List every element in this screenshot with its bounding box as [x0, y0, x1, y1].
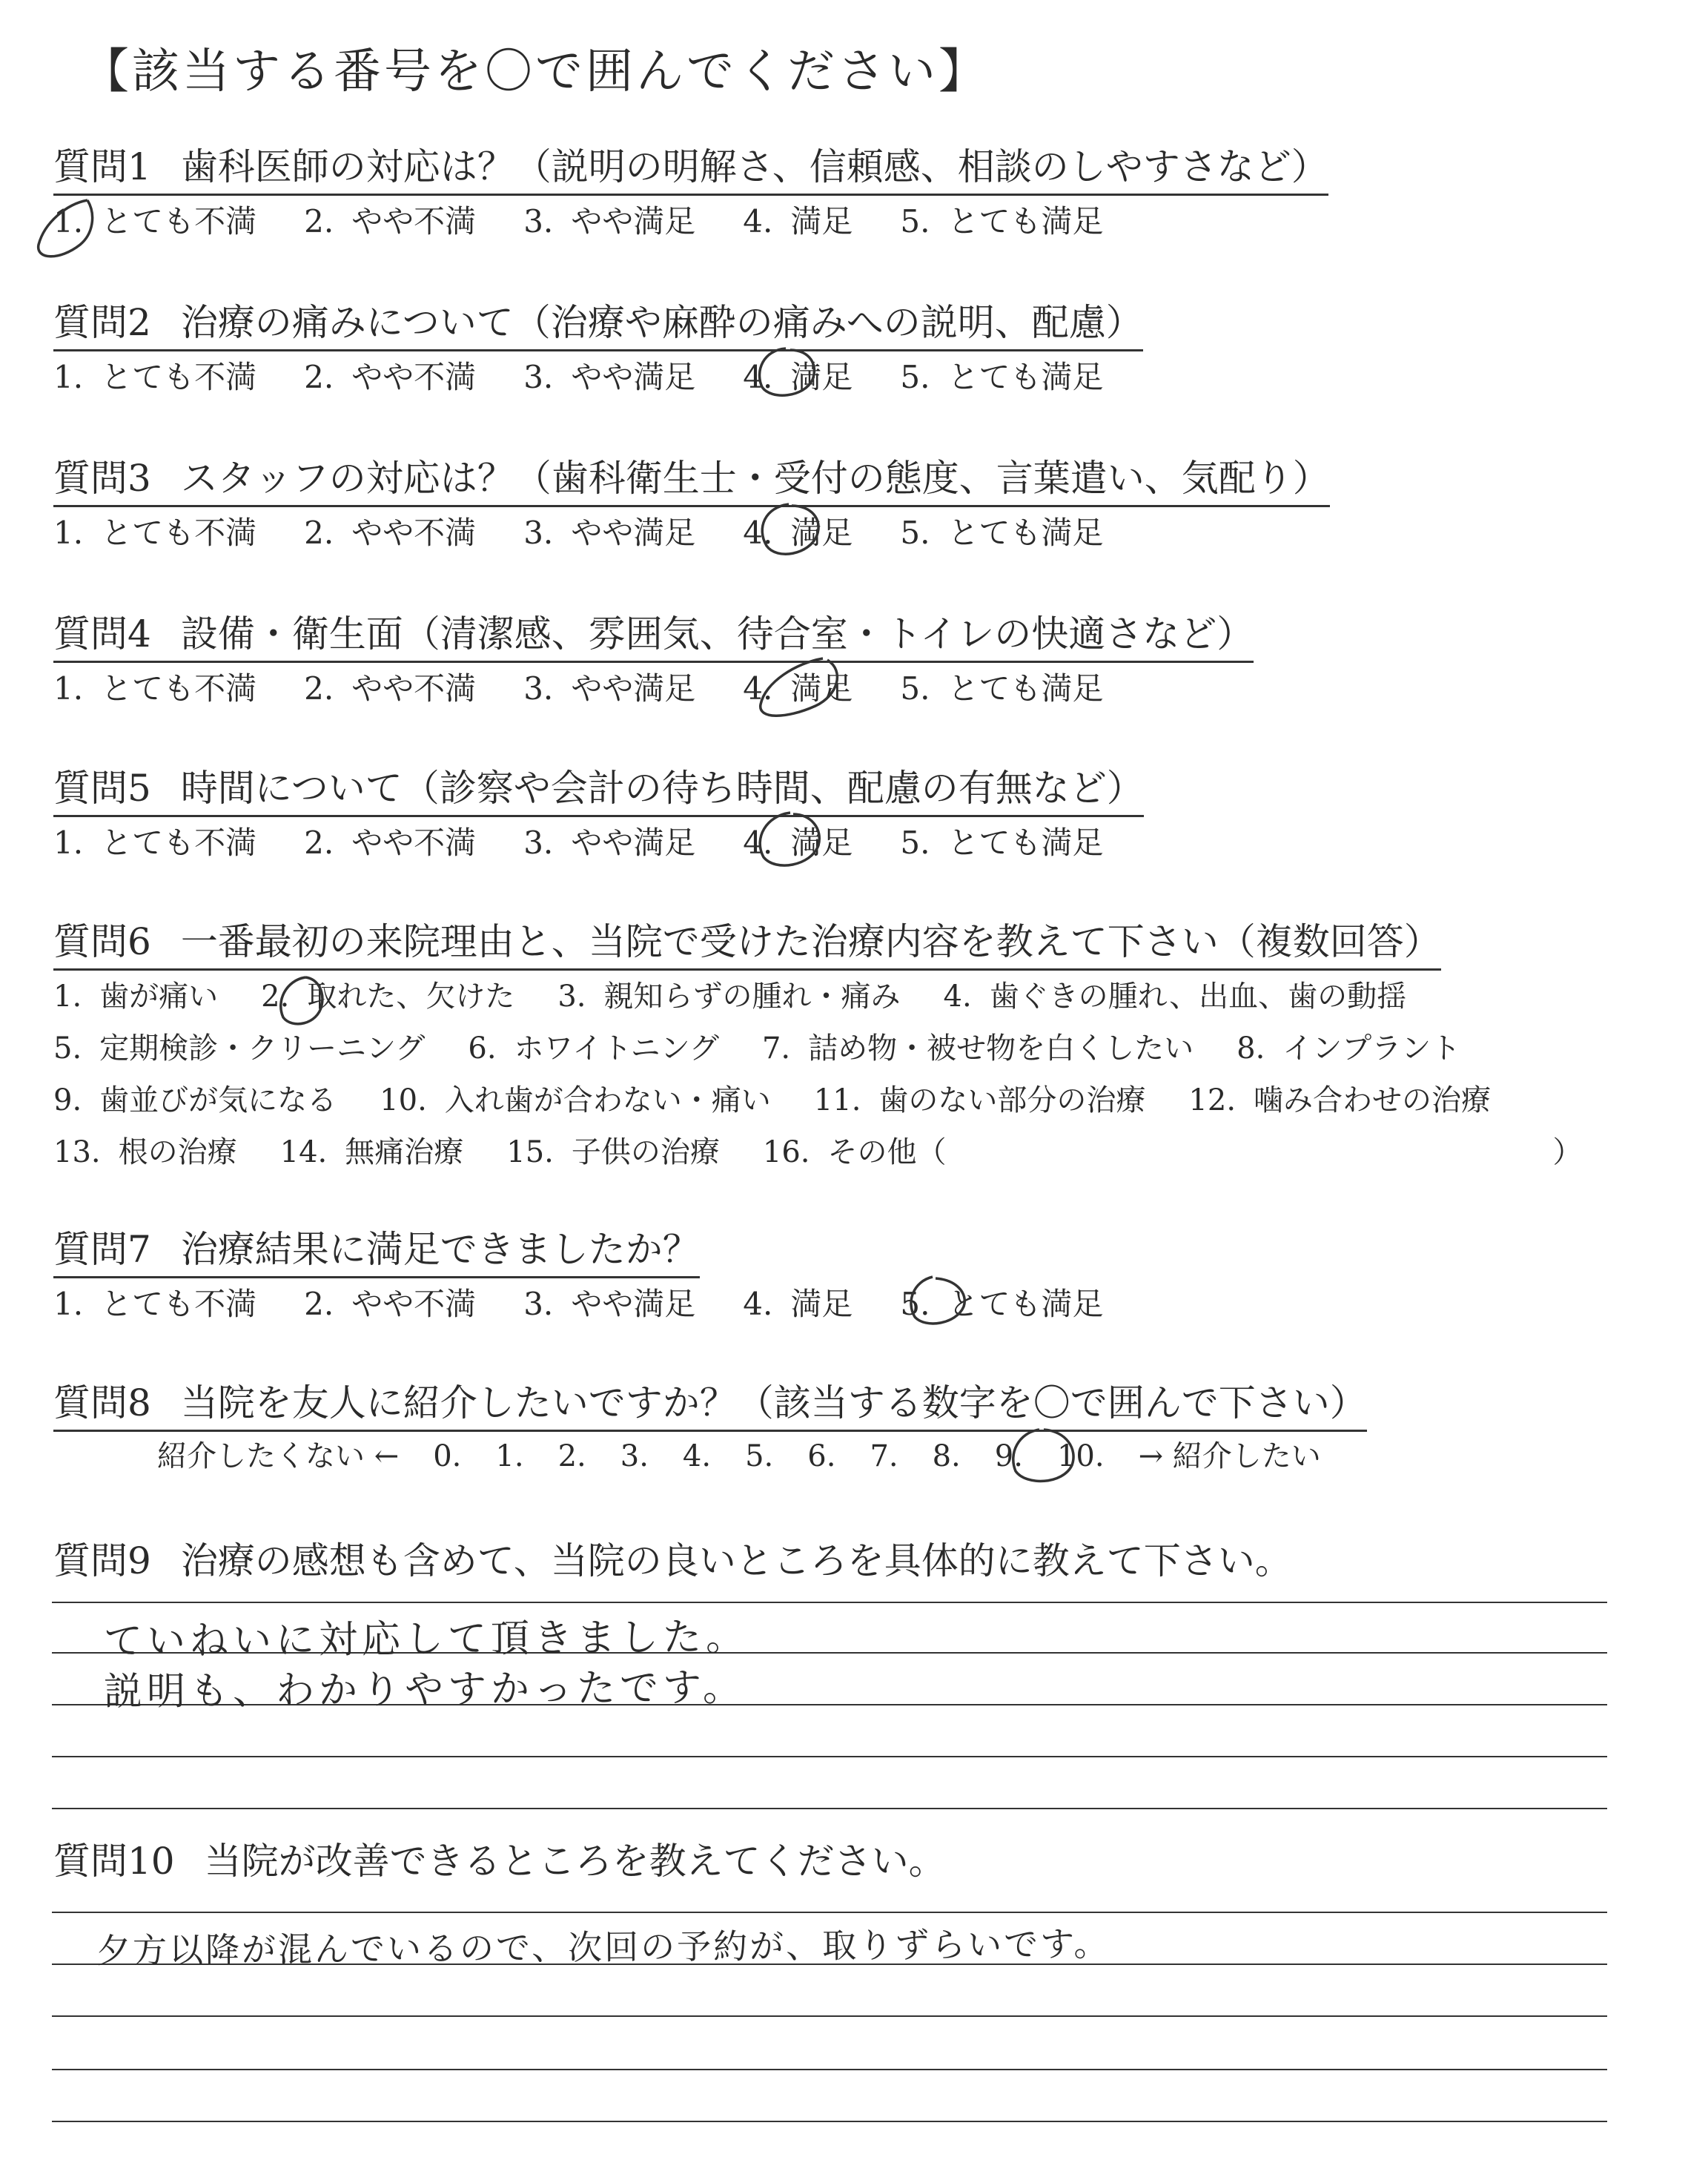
question-2 [53, 300, 1151, 403]
answer-line [52, 2121, 1607, 2122]
question-4-heading: 質問4 設備・衛生面（清潔感、雰囲気、待合室・トイレの快適さなど） [53, 612, 1254, 663]
scale-8[interactable]: 8. [932, 1439, 961, 1473]
scale-right-label: → 紹介したい [1138, 1439, 1321, 1473]
q10-handwritten-line-1: 夕方以降が混んでいるので、次回の予約が、取りずらいです。 [96, 1923, 1110, 1971]
option-12[interactable]: 12. 噛み合わせの治療 [1188, 1083, 1492, 1117]
scale-0[interactable]: 0. [433, 1439, 462, 1473]
option-5[interactable]: 5. とても満足 [900, 203, 1104, 240]
question-5-options [53, 817, 1151, 869]
option-9[interactable]: 9. 歯並びが気になる [53, 1083, 337, 1117]
question-10-heading: 質問10 当院が改善できるところを教えてください。 [53, 1840, 946, 1883]
question-6-heading: 質問6 一番最初の来院理由と、当院で受けた治療内容を教えて下さい（複数回答） [53, 919, 1441, 971]
scale-4[interactable]: 4. [682, 1439, 712, 1473]
question-7-heading: 質問7 治療結果に満足できましたか？ [53, 1227, 700, 1278]
option-5[interactable]: 5. とても満足 [900, 515, 1104, 551]
question-5-heading: 質問5 時間について（診察や会計の待ち時間、配慮の有無など） [53, 766, 1144, 817]
option-5[interactable]: 5. とても満足 [900, 359, 1104, 395]
q9-handwritten-line-1: ていねいに対応して頂きました。 [103, 1614, 749, 1665]
option-2[interactable]: 2. やや不満 [304, 203, 477, 240]
answer-line [52, 1912, 1607, 1913]
question-4 [53, 612, 1254, 715]
question-9-heading: 質問9 治療の感想も含めて、当院の良いところを具体的に教えて下さい。 [53, 1539, 1292, 1582]
answer-line [52, 1602, 1607, 1603]
question-3-heading: 質問3 スタッフの対応は？（歯科衛生士・受付の態度、言葉遣い、気配り） [53, 456, 1330, 507]
option-1[interactable]: 1. とても不満 [53, 670, 257, 707]
option-4[interactable]: 4. 満足 [743, 1286, 853, 1322]
question-10 [53, 1839, 946, 1888]
answer-line [52, 2015, 1607, 2017]
option-4[interactable]: 4. 歯ぐきの腫れ、出血、歯の動揺 [943, 980, 1407, 1014]
option-1[interactable]: 1. とても不満 [53, 1286, 257, 1322]
q9-handwritten-line-2: 説明も、わかりやすかったです。 [103, 1665, 747, 1715]
referral-scale [157, 1432, 1367, 1481]
question-3 [53, 456, 1330, 559]
option-5[interactable]: 5. とても満足 [900, 1286, 1104, 1322]
question-6 [53, 919, 1583, 1178]
question-1 [53, 145, 1328, 248]
option-2[interactable]: 2. やや不満 [304, 670, 477, 707]
scale-3[interactable]: 3. [620, 1439, 649, 1473]
option-7[interactable]: 7. 詰め物・被せ物を白くしたい [761, 1031, 1194, 1066]
option-4[interactable]: 4. 満足 [743, 203, 853, 240]
scale-left-label: 紹介したくない ← [157, 1439, 400, 1473]
option-5[interactable]: 5. とても満足 [900, 825, 1104, 861]
option-4[interactable]: 4. 満足 [743, 670, 853, 707]
option-2[interactable]: 2. やや不満 [304, 1286, 477, 1322]
question-6-row-1 [53, 971, 1583, 1023]
question-6-row-3 [53, 1074, 1583, 1126]
option-13[interactable]: 13. 根の治療 [53, 1135, 237, 1169]
option-14[interactable]: 14. 無痛治療 [279, 1135, 464, 1169]
scale-6[interactable]: 6. [807, 1439, 836, 1473]
scale-2[interactable]: 2. [557, 1439, 586, 1473]
option-5[interactable]: 5. とても満足 [900, 670, 1104, 707]
option-2[interactable]: 2. 取れた、欠けた [261, 980, 515, 1014]
scale-1[interactable]: 1. [495, 1439, 524, 1473]
option-8[interactable]: 8. インプラント [1237, 1031, 1461, 1066]
answer-line [52, 2069, 1607, 2070]
option-2[interactable]: 2. やや不満 [304, 359, 477, 395]
other-close-paren: ） [1552, 1135, 1583, 1169]
option-1[interactable]: 1. 歯が痛い [53, 980, 219, 1014]
option-2[interactable]: 2. やや不満 [304, 825, 477, 861]
option-3[interactable]: 3. 親知らずの腫れ・痛み [557, 980, 901, 1014]
question-5 [53, 766, 1151, 869]
question-2-heading: 質問2 治療の痛みについて（治療や麻酔の痛みへの説明、配慮） [53, 300, 1143, 351]
option-2[interactable]: 2. やや不満 [304, 515, 477, 551]
question-6-row-2 [53, 1023, 1583, 1074]
option-1[interactable]: 1. とても不満 [53, 825, 257, 861]
option-5[interactable]: 5. 定期検診・クリーニング [53, 1031, 426, 1066]
question-2-options [53, 351, 1151, 403]
scale-9[interactable]: 9. [994, 1439, 1023, 1473]
option-4[interactable]: 4. 満足 [743, 515, 853, 551]
option-3[interactable]: 3. やや満足 [523, 825, 696, 861]
option-4[interactable]: 4. 満足 [743, 825, 853, 861]
scale-10[interactable]: 10. [1056, 1439, 1105, 1473]
option-3[interactable]: 3. やや満足 [523, 515, 696, 551]
option-10[interactable]: 10. 入れ歯が合わない・痛い [380, 1083, 771, 1117]
question-1-heading: 質問1 歯科医師の対応は？（説明の明解さ、信頼感、相談のしやすさなど） [53, 145, 1328, 196]
question-7 [53, 1227, 1151, 1330]
question-4-options [53, 663, 1254, 715]
question-7-options [53, 1278, 1151, 1330]
option-3[interactable]: 3. やや満足 [523, 670, 696, 707]
question-3-options [53, 507, 1330, 559]
option-4[interactable]: 4. 満足 [743, 359, 853, 395]
option-3[interactable]: 3. やや満足 [523, 1286, 696, 1322]
question-8-heading: 質問8 当院を友人に紹介したいですか？（該当する数字を〇で囲んで下さい） [53, 1381, 1367, 1432]
option-3[interactable]: 3. やや満足 [523, 359, 696, 395]
option-15[interactable]: 15. 子供の治療 [506, 1135, 720, 1169]
answer-line [52, 1756, 1607, 1757]
option-1[interactable]: 1. とても不満 [53, 515, 257, 551]
option-1[interactable]: 1. とても不満 [53, 203, 257, 240]
question-9 [53, 1539, 1292, 1588]
option-11[interactable]: 11. 歯のない部分の治療 [813, 1083, 1146, 1117]
scale-7[interactable]: 7. [870, 1439, 898, 1473]
question-6-row-4 [53, 1126, 1583, 1178]
answer-line [52, 1808, 1607, 1809]
question-8 [53, 1381, 1367, 1481]
option-3[interactable]: 3. やや満足 [523, 203, 696, 240]
page-title: 【該当する番号を〇で囲んでください】 [82, 44, 989, 99]
option-6[interactable]: 6. ホワイトニング [468, 1031, 719, 1066]
question-1-options [53, 196, 1328, 248]
scale-5[interactable]: 5. [745, 1439, 774, 1473]
option-16[interactable]: 16. その他（ [762, 1135, 947, 1169]
option-1[interactable]: 1. とても不満 [53, 359, 257, 395]
